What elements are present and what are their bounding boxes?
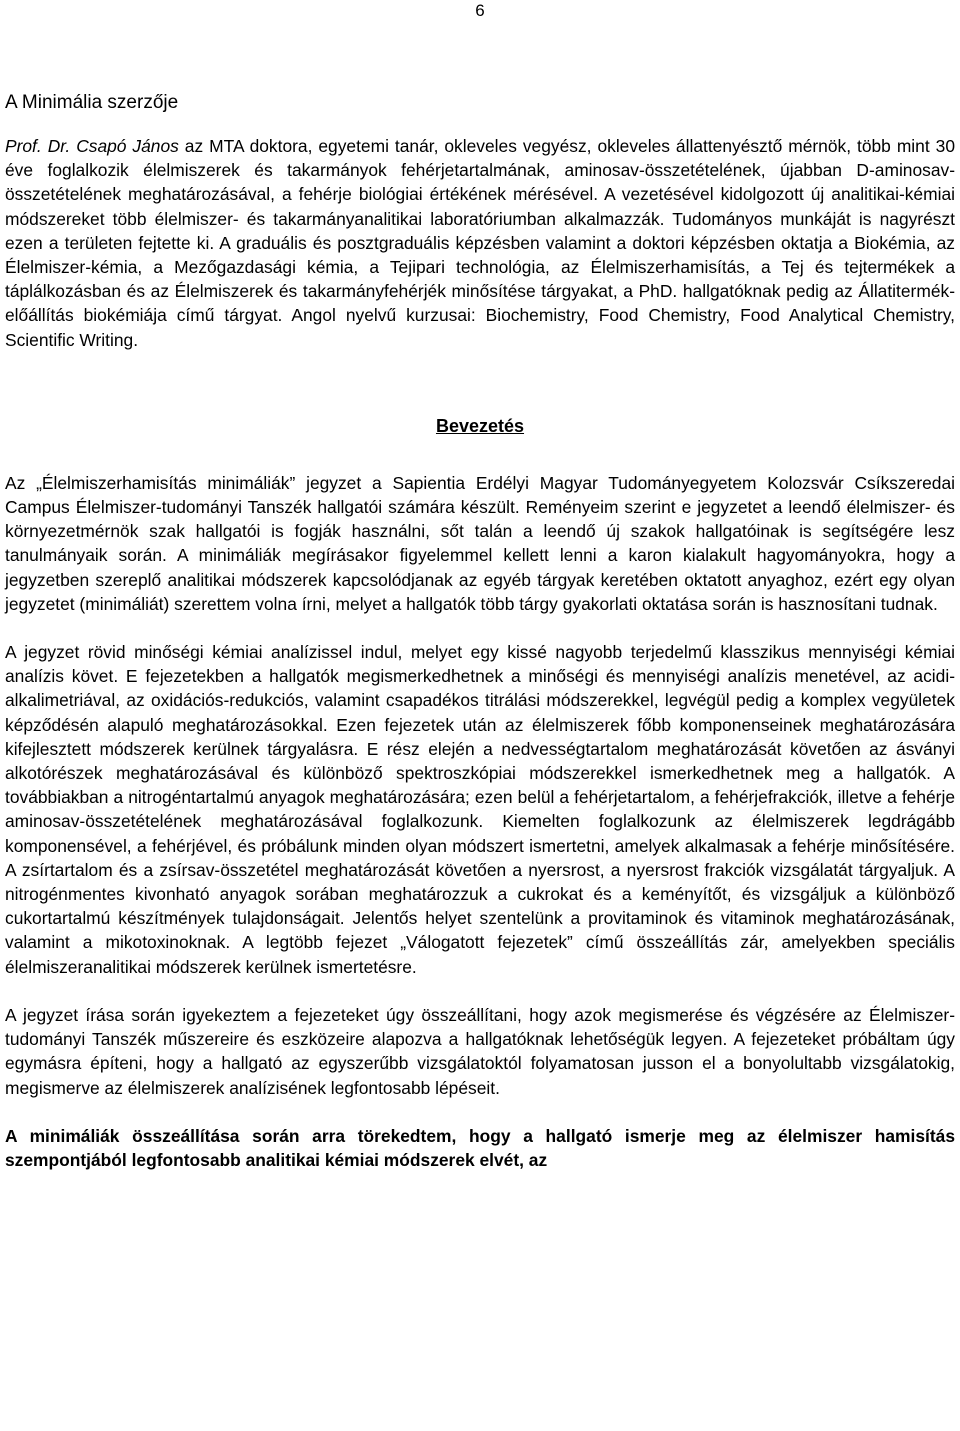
intro-paragraph-2: A jegyzet rövid minőségi kémiai analízissel indul, melyet egy kissé nagyobb terjedelmű klasszikus mennyiségi kémiai analízis követ. E fejezetekben a hallgatók megismerkedhetnek a minőségi és mennyiségi analízis menetével, az acidi-alkalimetriával, az oxidációs-redukciós, valamint csapadékos titrálási módszerekkel, legvégül pedig a komplex vegyületek képződésén alapuló meghatározásokkal. Ezen fejezetek után az élelmiszerek főbb komponenseinek meghatározására kifejlesztett módszerek kerülnek tárgyalásra. E rész elején a nedvességtartalom meghatározását követően az ásványi alkotórészek meghatározásával és különböző spektroszkópiai módszerekkel ismerkedhetnek meg a hallgatók. A továbbiakban a nitrogéntartalmú anyagok meghatározására; ezen belül a fehérjetartalom, a fehérjefrakciók, illetve a fehérje aminosav-összetételének meghatározásával foglalkozunk. Kiemelten foglalkozunk az élelmiszerek legdrágább komponensével, a fehérjével, és próbálunk minden olyan módszert ismertetni, amelyek alkalmasak a fehérje minősítésére. A zsírtartalom és a zsírsav-összetétel meghatározását követően a nyersrost, a nyersrost frakciók vizsgálatát tárgyaljuk. A nitrogénmentes kivonható anyagok sorában meghatározzuk a cukrokat és a keményítőt, és vizsgáljuk a különböző cukortartalmú készítmények tulajdonságait. Jelentős helyet szentelünk a provitaminok és vitaminok meghatározásának, valamint a mikotoxinoknak. A legtöbb fejezet „Válogatott fejezetek” című összeállítás zár, amelyekben speciális élelmiszeranalitikai módszerek kerülnek ismertetésre.: [5, 642, 955, 977]
intro-paragraph-1: Az „Élelmiszerhamisítás minimáliák” jegyzet a Sapientia Erdélyi Magyar Tudományegyetem Kolozsvár Csíkszeredai Campus Élelmiszer-tudományi Tanszék hallgatói számára készült. Reményeim szerint e jegyzetet a leendő élelmiszer- és környezetmérnök szak hallgatói is fogják használni, sőt talán a leendő új szakok hallgatóinak is segítségére lesz tanulmányaik során. A minimáliák megírásakor figyelemmel kellett lenni a karon kialakult hagyományokra, hogy a jegyzetben szereplő analitikai módszerek kapcsolódjanak az egyéb tárgyak keretében oktatott anyaghoz, ezért egy olyan jegyzetet (minimáliát) szerettem volna írni, melyet a hallgatók több tárgy gyakorlati oktatása során is hasznosítani tudnak.: [5, 472, 955, 614]
introduction-heading: Bevezetés: [435, 415, 525, 436]
author-bio-text: az MTA doktora, egyetemi tanár, okleveles vegyész, okleveles állattenyésztő mérnök, több mint 30 éve foglalkozik élelmiszerek és takarmányok fehérjetartalmának, aminosav-összetételének, újabban D-aminosav-összetételének meghatározásával, a fehérje biológiai értékének mérésével. A vezetésével kidolgozott új analitikai-kémiai módszereket több élelmiszer- és takarmányanalitikai laboratóriumban alkalmazzák. Tudományos munkáját is nagyrészt ezen a területen fejtette ki. A graduális és posztgraduális képzésben valamint a doktori képzésben oktatja a Biokémia, az Élelmiszer-kémia, a Mezőgazdasági kémia, a Tejipari technológia, az Élelmiszerhamisítás, a Tej és tejtermékek a táplálkozásban és az Élelmiszerek és takarmányfehérjék minősítése tárgyakat, a PhD. hallgatóknak pedig az Állatitermék-előállítás biokémiája című tárgyat. Angol nyelvű kurzusai: Biochemistry, Food Chemistry, Food Analytical Chemistry, Scientific Writing.: [5, 136, 955, 350]
intro-paragraph-3: A jegyzet írása során igyekeztem a fejezeteket úgy összeállítani, hogy azok megismerése és végzésére az Élelmiszer-tudományi Tanszék műszereire és eszközeire alapozva a hallgatóknak lehetőségük legyen. A fejezeteket próbáltam úgy egymásra építeni, hogy a hallgató az egyszerűbb vizsgálatoktól folyamatosan jusson el a bonyolultabb vizsgálatokig, megismerve az élelmiszerek analízisének legfontosabb lépéseit.: [5, 1004, 955, 1098]
author-name: Prof. Dr. Csapó János: [5, 136, 179, 156]
page-content: [5, 90, 955, 1172]
author-bio-paragraph: [5, 134, 955, 352]
page-number: 6: [475, 1, 485, 20]
intro-paragraph-4: A minimáliák összeállítása során arra törekedtem, hogy a hallgató ismerje meg az élelmiszer hamisítás szempontjából legfontosabb analitikai kémiai módszerek elvét, az: [5, 1125, 955, 1170]
author-section-title: A Minimália szerzője: [5, 92, 179, 113]
